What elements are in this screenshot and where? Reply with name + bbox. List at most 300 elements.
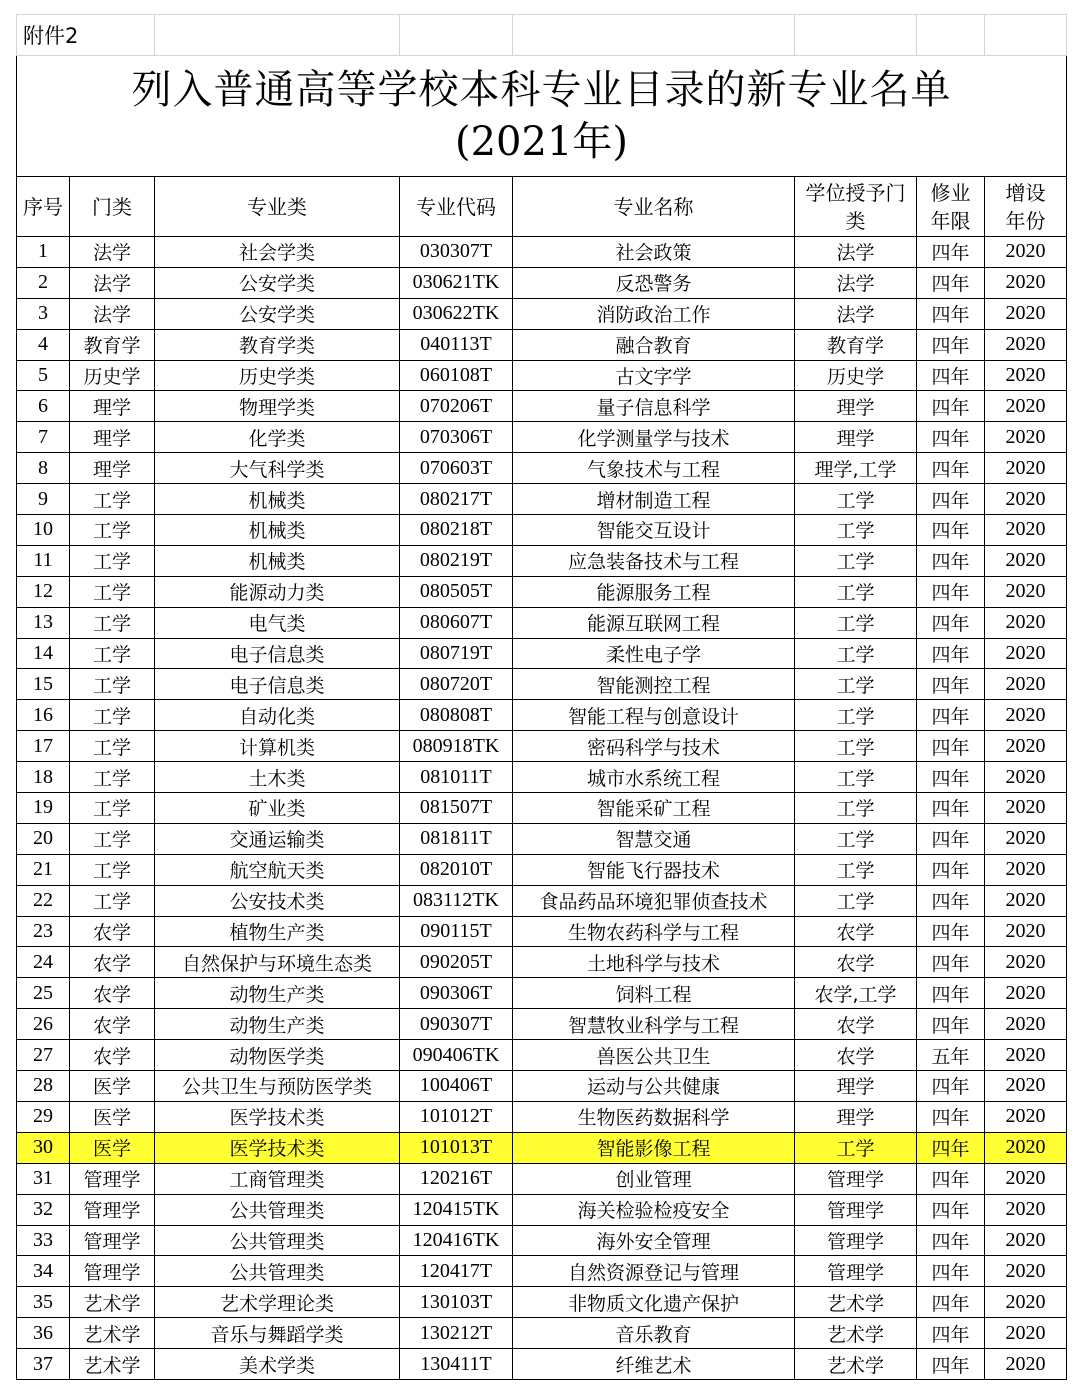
header-cell[interactable]: 序号 (17, 177, 70, 237)
cell-years[interactable]: 四年 (917, 854, 985, 885)
cell-class[interactable]: 动物生产类 (155, 1009, 400, 1040)
cell-no[interactable]: 26 (17, 1009, 70, 1040)
cell-years[interactable]: 四年 (917, 515, 985, 546)
cell-category[interactable]: 管理学 (70, 1163, 155, 1194)
cell-added[interactable]: 2020 (985, 1225, 1067, 1256)
cell-no[interactable]: 13 (17, 607, 70, 638)
cell-years[interactable]: 四年 (917, 545, 985, 576)
cell-name[interactable]: 兽医公共卫生 (513, 1040, 795, 1071)
cell-degree[interactable]: 农学 (795, 947, 917, 978)
header-cell[interactable]: 学位授予门类 (795, 177, 917, 237)
cell-degree[interactable]: 教育学 (795, 329, 917, 360)
cell-name[interactable]: 创业管理 (513, 1163, 795, 1194)
cell-added[interactable]: 2020 (985, 854, 1067, 885)
cell-years[interactable]: 四年 (917, 484, 985, 515)
cell-class[interactable]: 美术学类 (155, 1349, 400, 1380)
cell-years[interactable]: 四年 (917, 1163, 985, 1194)
cell-name[interactable]: 海外安全管理 (513, 1225, 795, 1256)
cell-degree[interactable]: 工学 (795, 731, 917, 762)
cell-added[interactable]: 2020 (985, 1349, 1067, 1380)
empty-cell[interactable] (400, 15, 513, 56)
cell-class[interactable]: 社会学类 (155, 237, 400, 268)
header-cell[interactable]: 专业名称 (513, 177, 795, 237)
cell-degree[interactable]: 管理学 (795, 1225, 917, 1256)
cell-added[interactable]: 2020 (985, 793, 1067, 824)
cell-no[interactable]: 17 (17, 731, 70, 762)
cell-code[interactable]: 090307T (400, 1009, 513, 1040)
cell-class[interactable]: 交通运输类 (155, 823, 400, 854)
cell-name[interactable]: 生物农药科学与工程 (513, 916, 795, 947)
cell-name[interactable]: 音乐教育 (513, 1318, 795, 1349)
cell-no[interactable]: 37 (17, 1349, 70, 1380)
cell-name[interactable]: 纤维艺术 (513, 1349, 795, 1380)
cell-name[interactable]: 化学测量学与技术 (513, 422, 795, 453)
cell-degree[interactable]: 农学 (795, 1040, 917, 1071)
cell-category[interactable]: 工学 (70, 607, 155, 638)
cell-name[interactable]: 智能影像工程 (513, 1132, 795, 1163)
cell-years[interactable]: 四年 (917, 978, 985, 1009)
header-cell[interactable]: 门类 (70, 177, 155, 237)
cell-code[interactable]: 081011T (400, 762, 513, 793)
cell-class[interactable]: 化学类 (155, 422, 400, 453)
cell-degree[interactable]: 工学 (795, 484, 917, 515)
cell-category[interactable]: 法学 (70, 298, 155, 329)
cell-code[interactable]: 040113T (400, 329, 513, 360)
cell-name[interactable]: 能源互联网工程 (513, 607, 795, 638)
title-cell[interactable] (17, 56, 1067, 177)
cell-added[interactable]: 2020 (985, 267, 1067, 298)
cell-category[interactable]: 工学 (70, 793, 155, 824)
cell-code[interactable]: 101012T (400, 1101, 513, 1132)
cell-degree[interactable]: 工学 (795, 885, 917, 916)
cell-name[interactable]: 智能交互设计 (513, 515, 795, 546)
cell-degree[interactable]: 艺术学 (795, 1349, 917, 1380)
cell-category[interactable]: 农学 (70, 1009, 155, 1040)
cell-degree[interactable]: 法学 (795, 267, 917, 298)
cell-name[interactable]: 食品药品环境犯罪侦查技术 (513, 885, 795, 916)
cell-code[interactable]: 090306T (400, 978, 513, 1009)
cell-class[interactable]: 教育学类 (155, 329, 400, 360)
cell-class[interactable]: 医学技术类 (155, 1101, 400, 1132)
cell-category[interactable]: 法学 (70, 267, 155, 298)
cell-added[interactable]: 2020 (985, 823, 1067, 854)
cell-category[interactable]: 历史学 (70, 360, 155, 391)
cell-years[interactable]: 四年 (917, 638, 985, 669)
cell-class[interactable]: 公安学类 (155, 298, 400, 329)
cell-degree[interactable]: 工学 (795, 515, 917, 546)
cell-degree[interactable]: 法学 (795, 237, 917, 268)
cell-degree[interactable]: 工学 (795, 823, 917, 854)
cell-no[interactable]: 5 (17, 360, 70, 391)
cell-no[interactable]: 16 (17, 700, 70, 731)
cell-years[interactable]: 四年 (917, 947, 985, 978)
cell-degree[interactable]: 理学 (795, 391, 917, 422)
cell-class[interactable]: 公安学类 (155, 267, 400, 298)
cell-code[interactable]: 070306T (400, 422, 513, 453)
cell-category[interactable]: 医学 (70, 1071, 155, 1102)
cell-no[interactable]: 14 (17, 638, 70, 669)
cell-class[interactable]: 航空航天类 (155, 854, 400, 885)
cell-added[interactable]: 2020 (985, 700, 1067, 731)
cell-code[interactable]: 030622TK (400, 298, 513, 329)
cell-category[interactable]: 理学 (70, 422, 155, 453)
cell-added[interactable]: 2020 (985, 762, 1067, 793)
cell-added[interactable]: 2020 (985, 1256, 1067, 1287)
cell-name[interactable]: 应急装备技术与工程 (513, 545, 795, 576)
cell-added[interactable]: 2020 (985, 885, 1067, 916)
cell-category[interactable]: 工学 (70, 545, 155, 576)
cell-category[interactable]: 工学 (70, 823, 155, 854)
cell-code[interactable]: 082010T (400, 854, 513, 885)
cell-added[interactable]: 2020 (985, 1101, 1067, 1132)
cell-years[interactable]: 四年 (917, 329, 985, 360)
cell-class[interactable]: 历史学类 (155, 360, 400, 391)
empty-cell[interactable] (513, 15, 795, 56)
cell-no[interactable]: 9 (17, 484, 70, 515)
cell-class[interactable]: 音乐与舞蹈学类 (155, 1318, 400, 1349)
cell-code[interactable]: 060108T (400, 360, 513, 391)
cell-years[interactable]: 四年 (917, 885, 985, 916)
cell-name[interactable]: 生物医药数据科学 (513, 1101, 795, 1132)
header-cell[interactable]: 专业类 (155, 177, 400, 237)
cell-name[interactable]: 消防政治工作 (513, 298, 795, 329)
cell-added[interactable]: 2020 (985, 545, 1067, 576)
cell-code[interactable]: 080808T (400, 700, 513, 731)
cell-years[interactable]: 四年 (917, 916, 985, 947)
cell-no[interactable]: 15 (17, 669, 70, 700)
cell-degree[interactable]: 工学 (795, 545, 917, 576)
cell-added[interactable]: 2020 (985, 1132, 1067, 1163)
cell-code[interactable]: 070206T (400, 391, 513, 422)
cell-class[interactable]: 电气类 (155, 607, 400, 638)
cell-no[interactable]: 29 (17, 1101, 70, 1132)
cell-category[interactable]: 工学 (70, 731, 155, 762)
cell-degree[interactable]: 工学 (795, 669, 917, 700)
header-cell[interactable]: 专业代码 (400, 177, 513, 237)
cell-no[interactable]: 23 (17, 916, 70, 947)
cell-no[interactable]: 36 (17, 1318, 70, 1349)
cell-no[interactable]: 7 (17, 422, 70, 453)
cell-no[interactable]: 1 (17, 237, 70, 268)
cell-years[interactable]: 四年 (917, 731, 985, 762)
cell-degree[interactable]: 农学,工学 (795, 978, 917, 1009)
cell-code[interactable]: 130103T (400, 1287, 513, 1318)
cell-years[interactable]: 四年 (917, 360, 985, 391)
cell-category[interactable]: 管理学 (70, 1225, 155, 1256)
cell-added[interactable]: 2020 (985, 1040, 1067, 1071)
cell-added[interactable]: 2020 (985, 1194, 1067, 1225)
cell-category[interactable]: 工学 (70, 484, 155, 515)
cell-added[interactable]: 2020 (985, 360, 1067, 391)
cell-category[interactable]: 农学 (70, 916, 155, 947)
cell-code[interactable]: 080505T (400, 576, 513, 607)
cell-no[interactable]: 32 (17, 1194, 70, 1225)
cell-code[interactable]: 090115T (400, 916, 513, 947)
cell-class[interactable]: 医学技术类 (155, 1132, 400, 1163)
attachment-label[interactable]: 附件2 (17, 15, 155, 56)
cell-name[interactable]: 非物质文化遗产保护 (513, 1287, 795, 1318)
cell-years[interactable]: 四年 (917, 1287, 985, 1318)
cell-degree[interactable]: 管理学 (795, 1194, 917, 1225)
cell-name[interactable]: 智能工程与创意设计 (513, 700, 795, 731)
cell-degree[interactable]: 理学 (795, 422, 917, 453)
cell-code[interactable]: 081507T (400, 793, 513, 824)
cell-code[interactable]: 090406TK (400, 1040, 513, 1071)
cell-added[interactable]: 2020 (985, 669, 1067, 700)
cell-no[interactable]: 18 (17, 762, 70, 793)
cell-degree[interactable]: 工学 (795, 1132, 917, 1163)
cell-years[interactable]: 四年 (917, 298, 985, 329)
cell-name[interactable]: 智慧交通 (513, 823, 795, 854)
cell-name[interactable]: 土地科学与技术 (513, 947, 795, 978)
cell-class[interactable]: 电子信息类 (155, 669, 400, 700)
cell-category[interactable]: 工学 (70, 885, 155, 916)
cell-added[interactable]: 2020 (985, 1071, 1067, 1102)
cell-name[interactable]: 智能采矿工程 (513, 793, 795, 824)
cell-name[interactable]: 智能飞行器技术 (513, 854, 795, 885)
cell-category[interactable]: 管理学 (70, 1194, 155, 1225)
cell-class[interactable]: 工商管理类 (155, 1163, 400, 1194)
cell-no[interactable]: 33 (17, 1225, 70, 1256)
cell-category[interactable]: 工学 (70, 576, 155, 607)
cell-name[interactable]: 自然资源登记与管理 (513, 1256, 795, 1287)
cell-degree[interactable]: 理学 (795, 1101, 917, 1132)
cell-category[interactable]: 法学 (70, 237, 155, 268)
cell-name[interactable]: 运动与公共健康 (513, 1071, 795, 1102)
cell-name[interactable]: 智能测控工程 (513, 669, 795, 700)
cell-category[interactable]: 农学 (70, 978, 155, 1009)
cell-degree[interactable]: 艺术学 (795, 1318, 917, 1349)
cell-degree[interactable]: 管理学 (795, 1163, 917, 1194)
cell-category[interactable]: 工学 (70, 638, 155, 669)
cell-degree[interactable]: 法学 (795, 298, 917, 329)
cell-years[interactable]: 四年 (917, 1071, 985, 1102)
cell-added[interactable]: 2020 (985, 638, 1067, 669)
cell-degree[interactable]: 理学 (795, 1071, 917, 1102)
cell-no[interactable]: 8 (17, 453, 70, 484)
cell-class[interactable]: 矿业类 (155, 793, 400, 824)
cell-degree[interactable]: 管理学 (795, 1256, 917, 1287)
cell-years[interactable]: 四年 (917, 267, 985, 298)
cell-degree[interactable]: 工学 (795, 607, 917, 638)
cell-class[interactable]: 植物生产类 (155, 916, 400, 947)
cell-added[interactable]: 2020 (985, 298, 1067, 329)
cell-no[interactable]: 25 (17, 978, 70, 1009)
cell-name[interactable]: 融合教育 (513, 329, 795, 360)
cell-code[interactable]: 030621TK (400, 267, 513, 298)
cell-class[interactable]: 公共管理类 (155, 1194, 400, 1225)
cell-years[interactable]: 四年 (917, 1225, 985, 1256)
cell-no[interactable]: 19 (17, 793, 70, 824)
cell-category[interactable]: 医学 (70, 1132, 155, 1163)
cell-added[interactable]: 2020 (985, 576, 1067, 607)
cell-name[interactable]: 能源服务工程 (513, 576, 795, 607)
cell-class[interactable]: 动物医学类 (155, 1040, 400, 1071)
cell-class[interactable]: 自动化类 (155, 700, 400, 731)
cell-category[interactable]: 工学 (70, 515, 155, 546)
cell-no[interactable]: 22 (17, 885, 70, 916)
cell-added[interactable]: 2020 (985, 422, 1067, 453)
empty-cell[interactable] (985, 15, 1067, 56)
cell-years[interactable]: 四年 (917, 1318, 985, 1349)
cell-category[interactable]: 教育学 (70, 329, 155, 360)
empty-cell[interactable] (155, 15, 400, 56)
cell-degree[interactable]: 农学 (795, 916, 917, 947)
cell-degree[interactable]: 工学 (795, 854, 917, 885)
cell-added[interactable]: 2020 (985, 1318, 1067, 1349)
cell-added[interactable]: 2020 (985, 391, 1067, 422)
cell-years[interactable]: 四年 (917, 1009, 985, 1040)
cell-no[interactable]: 27 (17, 1040, 70, 1071)
cell-years[interactable]: 四年 (917, 453, 985, 484)
cell-class[interactable]: 动物生产类 (155, 978, 400, 1009)
cell-class[interactable]: 自然保护与环境生态类 (155, 947, 400, 978)
cell-degree[interactable]: 工学 (795, 762, 917, 793)
cell-category[interactable]: 工学 (70, 854, 155, 885)
cell-added[interactable]: 2020 (985, 947, 1067, 978)
cell-added[interactable]: 2020 (985, 484, 1067, 515)
cell-years[interactable]: 四年 (917, 576, 985, 607)
header-cell[interactable]: 增设年份 (985, 177, 1067, 237)
cell-added[interactable]: 2020 (985, 1287, 1067, 1318)
cell-years[interactable]: 四年 (917, 391, 985, 422)
cell-code[interactable]: 120416TK (400, 1225, 513, 1256)
cell-category[interactable]: 艺术学 (70, 1287, 155, 1318)
cell-category[interactable]: 工学 (70, 669, 155, 700)
cell-name[interactable]: 古文字学 (513, 360, 795, 391)
cell-years[interactable]: 四年 (917, 422, 985, 453)
cell-code[interactable]: 080607T (400, 607, 513, 638)
cell-class[interactable]: 电子信息类 (155, 638, 400, 669)
cell-category[interactable]: 理学 (70, 453, 155, 484)
cell-code[interactable]: 120415TK (400, 1194, 513, 1225)
cell-degree[interactable]: 工学 (795, 700, 917, 731)
cell-code[interactable]: 080218T (400, 515, 513, 546)
cell-name[interactable]: 气象技术与工程 (513, 453, 795, 484)
cell-code[interactable]: 080918TK (400, 731, 513, 762)
cell-name[interactable]: 城市水系统工程 (513, 762, 795, 793)
cell-added[interactable]: 2020 (985, 453, 1067, 484)
cell-years[interactable]: 四年 (917, 1194, 985, 1225)
cell-code[interactable]: 100406T (400, 1071, 513, 1102)
cell-code[interactable]: 080720T (400, 669, 513, 700)
cell-years[interactable]: 五年 (917, 1040, 985, 1071)
cell-no[interactable]: 2 (17, 267, 70, 298)
cell-years[interactable]: 四年 (917, 1132, 985, 1163)
cell-degree[interactable]: 工学 (795, 638, 917, 669)
cell-code[interactable]: 130212T (400, 1318, 513, 1349)
cell-class[interactable]: 物理学类 (155, 391, 400, 422)
cell-name[interactable]: 柔性电子学 (513, 638, 795, 669)
cell-class[interactable]: 机械类 (155, 545, 400, 576)
cell-name[interactable]: 反恐警务 (513, 267, 795, 298)
cell-code[interactable]: 080217T (400, 484, 513, 515)
cell-name[interactable]: 海关检验检疫安全 (513, 1194, 795, 1225)
cell-category[interactable]: 理学 (70, 391, 155, 422)
cell-added[interactable]: 2020 (985, 916, 1067, 947)
cell-code[interactable]: 101013T (400, 1132, 513, 1163)
cell-code[interactable]: 090205T (400, 947, 513, 978)
cell-no[interactable]: 21 (17, 854, 70, 885)
cell-years[interactable]: 四年 (917, 237, 985, 268)
cell-class[interactable]: 公安技术类 (155, 885, 400, 916)
cell-degree[interactable]: 艺术学 (795, 1287, 917, 1318)
cell-category[interactable]: 工学 (70, 700, 155, 731)
cell-class[interactable]: 机械类 (155, 515, 400, 546)
cell-years[interactable]: 四年 (917, 1256, 985, 1287)
cell-no[interactable]: 4 (17, 329, 70, 360)
cell-name[interactable]: 饲料工程 (513, 978, 795, 1009)
cell-no[interactable]: 20 (17, 823, 70, 854)
cell-added[interactable]: 2020 (985, 1009, 1067, 1040)
cell-name[interactable]: 智慧牧业科学与工程 (513, 1009, 795, 1040)
cell-class[interactable]: 土木类 (155, 762, 400, 793)
cell-code[interactable]: 080719T (400, 638, 513, 669)
cell-name[interactable]: 密码科学与技术 (513, 731, 795, 762)
cell-no[interactable]: 6 (17, 391, 70, 422)
cell-added[interactable]: 2020 (985, 329, 1067, 360)
cell-added[interactable]: 2020 (985, 607, 1067, 638)
cell-no[interactable]: 24 (17, 947, 70, 978)
cell-class[interactable]: 公共卫生与预防医学类 (155, 1071, 400, 1102)
cell-no[interactable]: 10 (17, 515, 70, 546)
cell-no[interactable]: 11 (17, 545, 70, 576)
empty-cell[interactable] (795, 15, 917, 56)
empty-cell[interactable] (917, 15, 985, 56)
cell-category[interactable]: 艺术学 (70, 1318, 155, 1349)
cell-years[interactable]: 四年 (917, 823, 985, 854)
cell-category[interactable]: 医学 (70, 1101, 155, 1132)
cell-class[interactable]: 大气科学类 (155, 453, 400, 484)
cell-added[interactable]: 2020 (985, 731, 1067, 762)
cell-code[interactable]: 030307T (400, 237, 513, 268)
cell-code[interactable]: 120216T (400, 1163, 513, 1194)
cell-class[interactable]: 艺术学理论类 (155, 1287, 400, 1318)
cell-degree[interactable]: 理学,工学 (795, 453, 917, 484)
cell-years[interactable]: 四年 (917, 669, 985, 700)
cell-class[interactable]: 能源动力类 (155, 576, 400, 607)
cell-no[interactable]: 3 (17, 298, 70, 329)
cell-name[interactable]: 量子信息科学 (513, 391, 795, 422)
cell-code[interactable]: 070603T (400, 453, 513, 484)
cell-degree[interactable]: 工学 (795, 576, 917, 607)
cell-code[interactable]: 081811T (400, 823, 513, 854)
cell-added[interactable]: 2020 (985, 515, 1067, 546)
cell-years[interactable]: 四年 (917, 607, 985, 638)
cell-code[interactable]: 120417T (400, 1256, 513, 1287)
cell-class[interactable]: 公共管理类 (155, 1256, 400, 1287)
cell-category[interactable]: 农学 (70, 947, 155, 978)
cell-no[interactable]: 35 (17, 1287, 70, 1318)
cell-category[interactable]: 工学 (70, 762, 155, 793)
cell-years[interactable]: 四年 (917, 1349, 985, 1380)
cell-years[interactable]: 四年 (917, 700, 985, 731)
cell-degree[interactable]: 历史学 (795, 360, 917, 391)
cell-degree[interactable]: 工学 (795, 793, 917, 824)
cell-years[interactable]: 四年 (917, 762, 985, 793)
cell-added[interactable]: 2020 (985, 237, 1067, 268)
cell-no[interactable]: 34 (17, 1256, 70, 1287)
cell-years[interactable]: 四年 (917, 793, 985, 824)
cell-code[interactable]: 130411T (400, 1349, 513, 1380)
cell-category[interactable]: 农学 (70, 1040, 155, 1071)
cell-name[interactable]: 社会政策 (513, 237, 795, 268)
cell-category[interactable]: 艺术学 (70, 1349, 155, 1380)
cell-no[interactable]: 28 (17, 1071, 70, 1102)
cell-years[interactable]: 四年 (917, 1101, 985, 1132)
cell-added[interactable]: 2020 (985, 1163, 1067, 1194)
cell-no[interactable]: 12 (17, 576, 70, 607)
